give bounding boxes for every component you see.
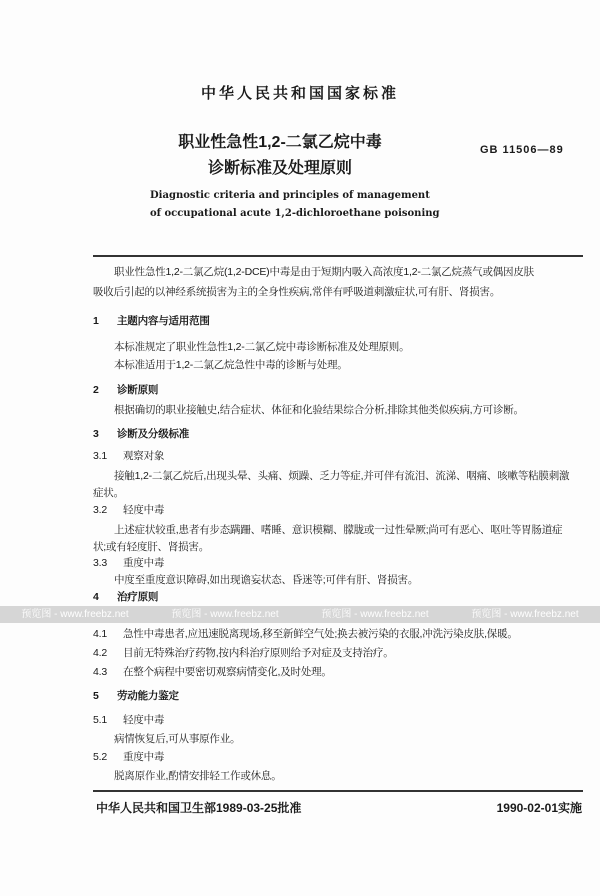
item-number: 4.2 (93, 647, 107, 659)
section-number: 5.1 (93, 714, 107, 726)
section-5-heading (93, 689, 179, 703)
section-number: 5.2 (93, 751, 107, 763)
watermark-text: 预览图 - www.freebz.net (21, 609, 129, 620)
section-4-heading (93, 590, 158, 604)
section-3-3-heading (93, 556, 164, 570)
bottom-rule (93, 790, 583, 792)
effective-date: 1990-02-01实施 (496, 801, 582, 815)
section-title: 观察对象 (123, 450, 165, 462)
item-text: 急性中毒患者,应迅速脱离现场,移至新鲜空气处;换去被污染的衣服,冲洗污染皮肤,保暖。 (123, 628, 518, 640)
item-number: 4.3 (93, 666, 107, 678)
item-text: 目前无特殊治疗药物,按内科治疗原则给予对症及支持治疗。 (123, 647, 394, 659)
section-number: 1 (93, 315, 99, 327)
standard-number: GB 11506—89 (480, 144, 564, 156)
item-number: 4.1 (93, 628, 107, 640)
english-title-line-1: Diagnostic criteria and principles of management (150, 190, 430, 201)
section-number: 2 (93, 384, 99, 396)
title-line-1: 职业性急性1,2-二氯乙烷中毒 (178, 134, 382, 151)
section-title: 主题内容与适用范围 (117, 315, 210, 327)
section-4-item (93, 627, 518, 641)
section-number: 3 (93, 428, 99, 440)
section-number: 4 (93, 591, 99, 603)
section-title: 轻度中毒 (123, 504, 165, 516)
section-3-1-heading (93, 449, 164, 463)
document-header: 中华人民共和国国家标准 (200, 85, 399, 102)
section-5-2-heading (93, 750, 164, 764)
section-3-3-line: 中度至重度意识障碍,如出现谵妄状态、昏迷等;可伴有肝、肾损害。 (114, 574, 419, 586)
section-title: 劳动能力鉴定 (117, 690, 179, 702)
section-2-heading (93, 383, 158, 397)
section-number: 3.2 (93, 504, 107, 516)
section-1-line: 本标准规定了职业性急性1,2-二氯乙烷中毒诊断标准及处理原则。 (114, 341, 410, 353)
section-title: 重度中毒 (123, 751, 165, 763)
section-number: 3.1 (93, 450, 107, 462)
section-title: 轻度中毒 (123, 714, 165, 726)
section-4-item (93, 665, 332, 679)
english-title-line-2: of occupational acute 1,2-dichloroethane poisoning (150, 208, 440, 219)
section-2-line: 根据确切的职业接触史,结合症状、体征和化验结果综合分析,排除其他类似疾病,方可诊断。 (114, 404, 524, 416)
watermark-banner (0, 606, 600, 623)
section-5-1-line: 病情恢复后,可从事原作业。 (114, 733, 241, 745)
section-3-2-line: 上述症状较重,患者有步态蹒跚、嗜睡、意识模糊、朦胧或一过性晕厥;尚可有恶心、呕吐等胃肠道症 (114, 524, 563, 536)
section-number: 3.3 (93, 557, 107, 569)
watermark-text: 预览图 - www.freebz.net (171, 609, 279, 620)
section-3-1-line: 接触1,2-二氯乙烷后,出现头晕、头痛、烦躁、乏力等症,并可伴有流泪、流涕、咽痛、咳嗽等粘膜刺激 (114, 470, 570, 482)
intro-line: 职业性急性1,2-二氯乙烷(1,2-DCE)中毒是由于短期内吸入高浓度1,2-二氯乙烷蒸气或偶因皮肤 (114, 266, 534, 278)
section-title: 重度中毒 (123, 557, 165, 569)
section-title: 治疗原则 (117, 591, 159, 603)
section-title: 诊断及分级标准 (117, 428, 190, 440)
section-5-1-heading (93, 713, 164, 727)
section-1-heading (93, 314, 210, 328)
section-3-2-line: 状;或有轻度肝、肾损害。 (93, 541, 210, 553)
title-line-2: 诊断标准及处理原则 (207, 160, 352, 177)
watermark-text: 预览图 - www.freebz.net (321, 609, 429, 620)
approval-date: 中华人民共和国卫生部1989-03-25批准 (96, 801, 302, 815)
section-5-2-line: 脱离原作业,酌情安排轻工作或休息。 (114, 770, 282, 782)
section-3-heading (93, 427, 189, 441)
top-rule (93, 255, 583, 257)
section-3-1-line: 症状。 (93, 487, 124, 499)
section-1-line: 本标准适用于1,2-二氯乙烷急性中毒的诊断与处理。 (114, 359, 348, 371)
item-text: 在整个病程中要密切观察病情变化,及时处理。 (123, 666, 332, 678)
section-title: 诊断原则 (117, 384, 159, 396)
section-3-2-heading (93, 503, 164, 517)
section-4-item (93, 646, 394, 660)
intro-line: 吸收后引起的以神经系统损害为主的全身性疾病,常伴有呼吸道刺激症状,可有肝、肾损害。 (93, 286, 501, 298)
section-number: 5 (93, 690, 99, 702)
watermark-text: 预览图 - www.freebz.net (471, 609, 579, 620)
document-title (150, 130, 410, 182)
